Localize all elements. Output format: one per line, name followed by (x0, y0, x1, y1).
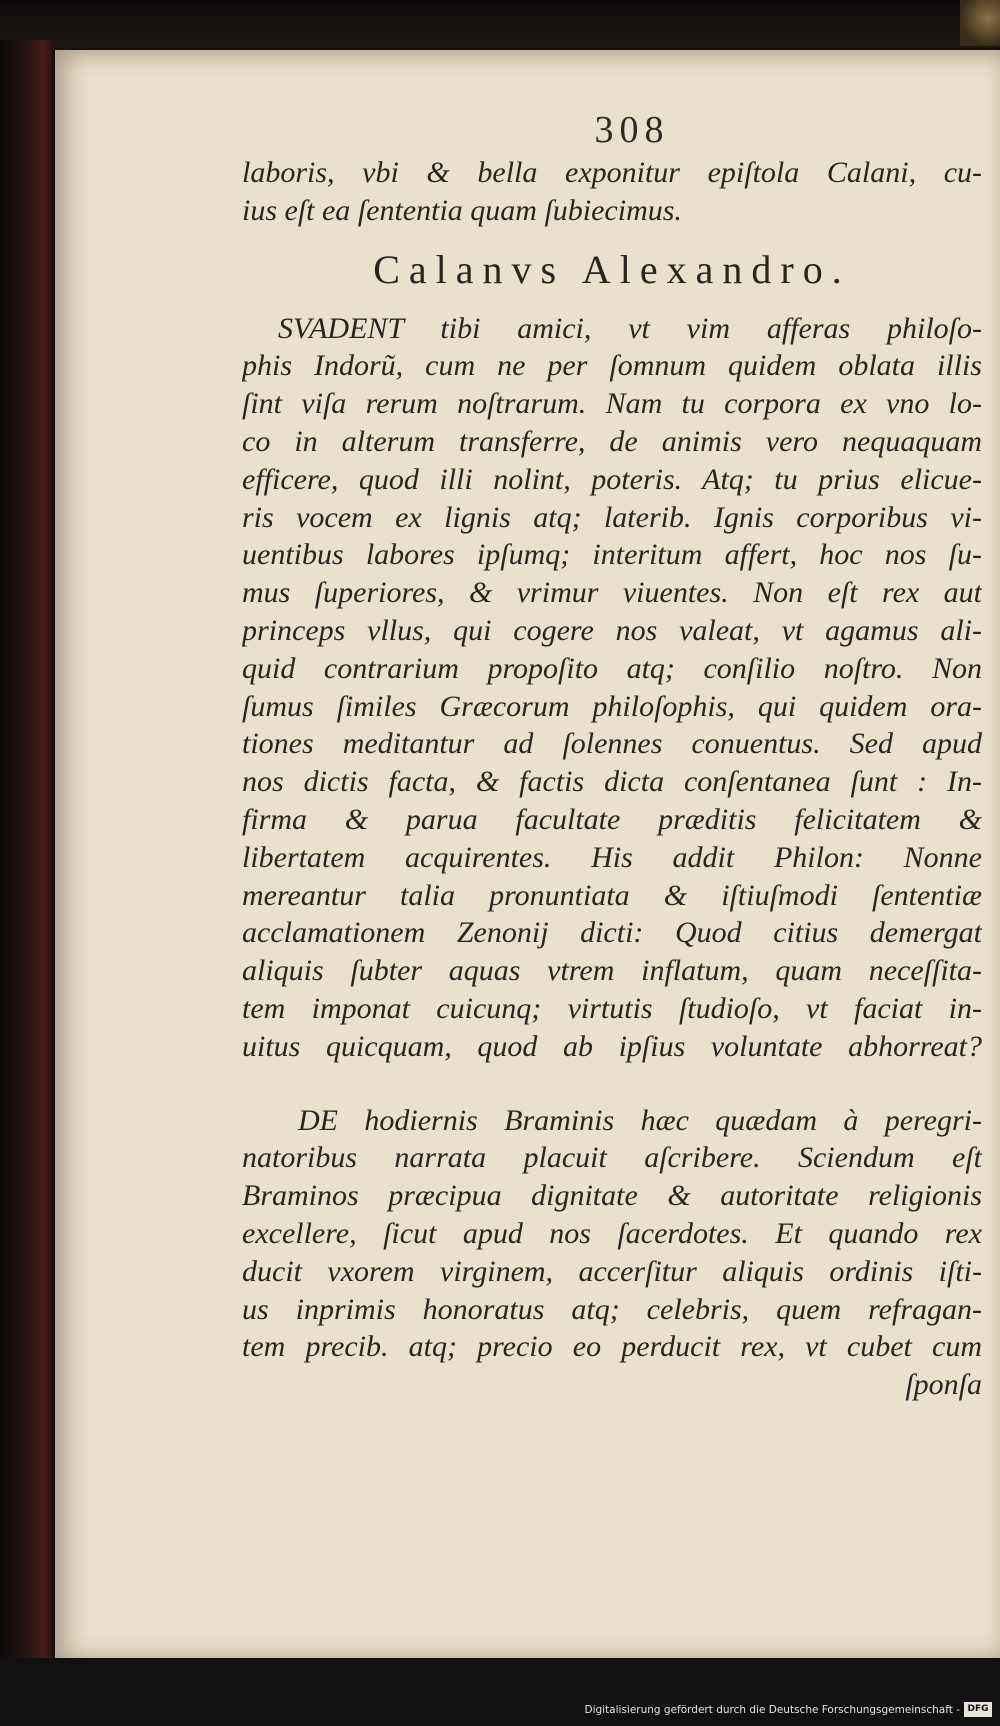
page-number: 308 (594, 109, 670, 151)
digitization-footer (0, 1658, 1000, 1726)
opening-paragraph (242, 154, 982, 230)
text-line: ſint viſa rerum noſtrarum. Nam tu corpora ex vno lo- (242, 387, 982, 421)
book-binding-edge (0, 40, 52, 1660)
text-line: acclamationem Zenonij dicti: Quod citius demergat (242, 916, 982, 950)
dfg-logo-icon: DFG (964, 1702, 992, 1717)
text-line: co in alterum transferre, de animis vero nequaquam (242, 424, 982, 458)
text-line: ius eſt ea ſententia quam ſubiecimus. (242, 193, 682, 227)
scan-corner (960, 0, 1000, 46)
text-line: tiones meditantur ad ſolennes conuentus. Sed apud (242, 727, 982, 761)
text-line: efficere, quod illi nolint, poteris. Atq; tu prius elicue- (242, 462, 982, 496)
text-line: mereantur talia pronuntiata & iſtiuſmodi ſententiæ (242, 878, 982, 912)
section-heading: Calanvs Alexandro. (373, 246, 851, 292)
text-line: princeps vllus, qui cogere nos valeat, vt agamus ali- (242, 613, 982, 647)
text-line: quid contrarium propoſito atq; conſilio noſtro. Non (242, 651, 982, 685)
catchword: ſponſa (905, 1368, 982, 1402)
text-line: Braminos præcipua dignitate & autoritate religionis (242, 1179, 982, 1213)
text-line: us inprimis honoratus atq; celebris, quem refragan- (242, 1292, 982, 1326)
text-line: excellere, ſicut apud nos ſacerdotes. Et quando rex (242, 1216, 982, 1250)
text-line: natoribus narrata placuit aſcribere. Sciendum eſt (242, 1141, 982, 1175)
page-text-block (242, 108, 982, 1404)
text-line: ducit vxorem virginem, accerſitur aliquis ordinis iſti- (242, 1254, 982, 1288)
text-line: DE hodiernis Braminis hæc quædam à peregri- (298, 1103, 982, 1137)
text-line: libertatem acquirentes. His addit Philon: Nonne (242, 840, 982, 874)
text-line: tem precib. atq; precio eo perducit rex, vt cubet cum (242, 1330, 982, 1364)
text-line: tem imponat cuicunq; virtutis ſtudioſo, vt faciat in- (242, 991, 982, 1025)
text-line: ris vocem ex lignis atq; laterib. Ignis corporibus vi- (242, 500, 982, 534)
text-line: phis Indorũ, cum ne per ſomnum quidem oblata illis (242, 349, 982, 383)
text-line: nos dictis facta, & factis dicta conſentanea ſunt : In- (242, 765, 982, 799)
text-line: ſumus ſimiles Græcorum philoſophis, qui quidem ora- (242, 689, 982, 723)
text-line: firma & parua facultate præditis felicitatem & (242, 802, 982, 836)
letter-paragraph (242, 310, 982, 1066)
funding-credit: Digitalisierung gefördert durch die Deutsche Forschungsgemeinschaft - (584, 1704, 960, 1716)
text-line: uentibus labores ipſumq; interitum affert, hoc nos ſu- (242, 538, 982, 572)
braminis-paragraph (242, 1102, 982, 1404)
book-page (55, 50, 1000, 1658)
text-line: laboris, vbi & bella exponitur epiſtola Calani, cu- (242, 156, 982, 189)
text-line: mus ſuperiores, & vrimur viuentes. Non eſt rex aut (242, 576, 982, 610)
text-line: SVADENT tibi amici, vt vim afferas philoſo- (278, 311, 982, 345)
text-line: uitus quicquam, quod ab ipſius voluntate abhorreat? (242, 1029, 982, 1063)
text-line: aliquis ſubter aquas vtrem inflatum, quam neceſſita- (242, 954, 982, 988)
scan-background-top (0, 0, 1000, 48)
